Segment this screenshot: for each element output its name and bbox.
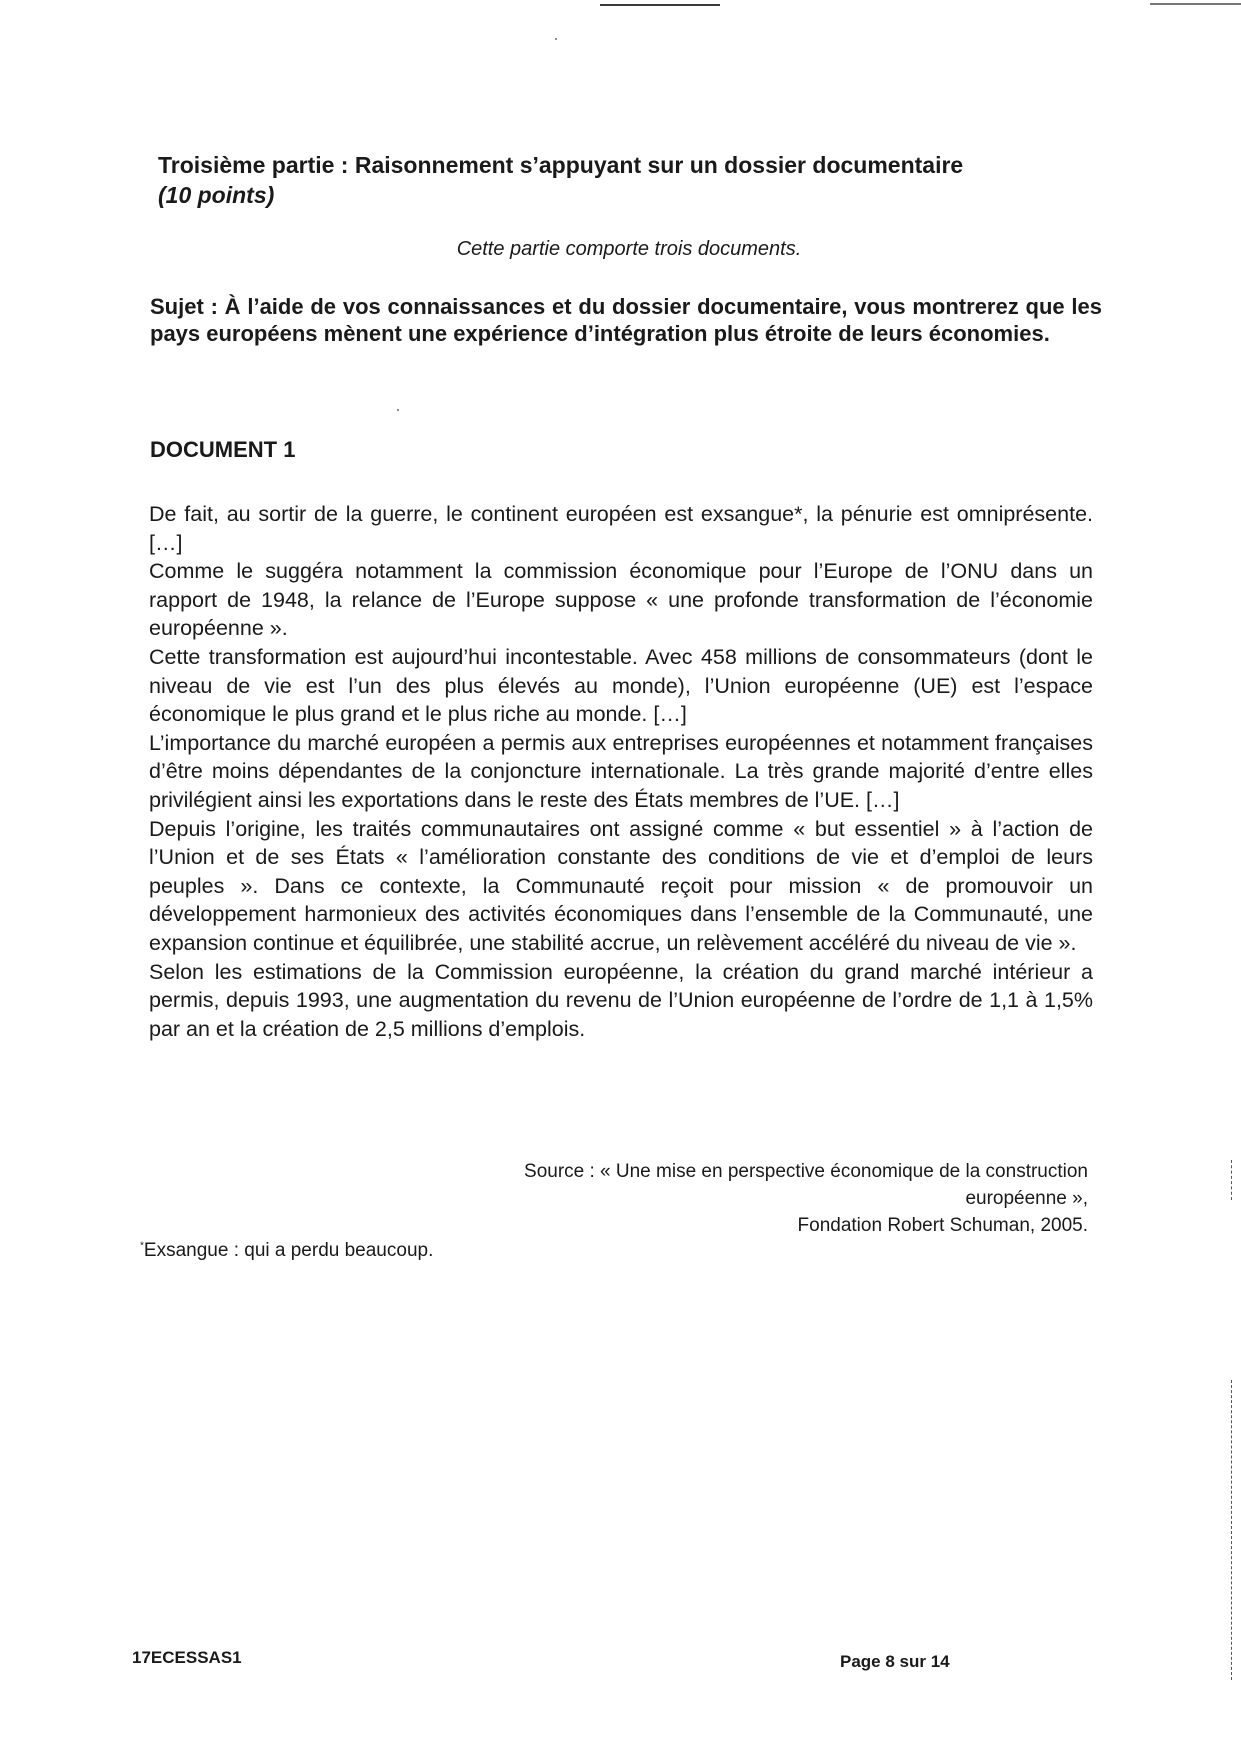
scan-edge-mark (1231, 1160, 1233, 1200)
document-paragraph: Selon les estimations de la Commission européenne, la création du grand marché intérieur a permis, depuis 1993, une augmentation du revenu de l’Union européenne de l’ordre de 1,1 à 1,5% par an et la création de 2,5 millions d’emplois. (149, 959, 1093, 1041)
section-points: (10 points) (158, 182, 275, 208)
scan-top-rule (600, 4, 720, 6)
footnote-marker: * (140, 1240, 144, 1252)
subject-text: Sujet : À l’aide de vos connaissances et du dossier documentaire, vous montrerez que les pays européens mènent une expérience d’intégration plus étroite de leurs économies. (150, 294, 1102, 346)
section-title-block (158, 150, 1078, 210)
document-paragraph: De fait, au sortir de la guerre, le continent européen est exsangue*, la pénurie est omniprésente. […] (149, 502, 1093, 555)
footer-exam-code: 17ECESSAS1 (132, 1648, 242, 1667)
footnote (140, 1240, 433, 1262)
scan-edge-mark (1231, 1380, 1233, 1680)
document-paragraph: L’importance du marché européen a permis aux entreprises européennes et notamment françaises d’être moins dépendantes de la conjoncture internationale. La très grande majorité d’entre elles privilégient ainsi les exportations dans le reste des États membres de l’UE. […] (149, 730, 1093, 812)
scan-speck (555, 38, 557, 40)
intro-text: Cette partie comporte trois documents. (456, 238, 802, 260)
scan-top-rule-right (1150, 3, 1241, 5)
section-title: Troisième partie : Raisonnement s’appuyant sur un dossier documentaire (158, 152, 964, 178)
footer-page-number: Page 8 sur 14 (840, 1652, 950, 1671)
scan-speck (397, 409, 399, 411)
document-body (149, 500, 1093, 1043)
footnote-text: Exsangue : qui a perdu beaucoup. (143, 1240, 434, 1261)
source-line: Fondation Robert Schuman, 2005. (797, 1215, 1088, 1236)
document-paragraph: Depuis l’origine, les traités communautaires ont assigné comme « but essentiel » à l’action de l’Union et de ses États « l’amélioration constante des conditions de vie et d’emploi de leurs peuples ». Dans ce contexte, la Communauté reçoit pour mission « de promouvoir un développement harmonieux des activités économiques dans l’ensemble de la Communauté, une expansion continue et équilibrée, une stabilité accrue, un relèvement accéléré du niveau de vie ». (149, 816, 1093, 955)
source-line: Source : « Une mise en perspective économique de la construction européenne », (524, 1161, 1088, 1209)
document-paragraph: Cette transformation est aujourd’hui incontestable. Avec 458 millions de consommateurs (dont le niveau de vie est l’un des plus élevés au monde), l’Union européenne (UE) est l’espace économique le plus grand et le plus riche au monde. […] (149, 644, 1093, 727)
document-source (500, 1158, 1088, 1239)
document-paragraph: Comme le suggéra notamment la commission économique pour l’Europe de l’ONU dans un rapport de 1948, la relance de l’Europe suppose « une profonde transformation de l’économie européenne ». (149, 559, 1093, 641)
document-heading: DOCUMENT 1 (150, 437, 296, 462)
